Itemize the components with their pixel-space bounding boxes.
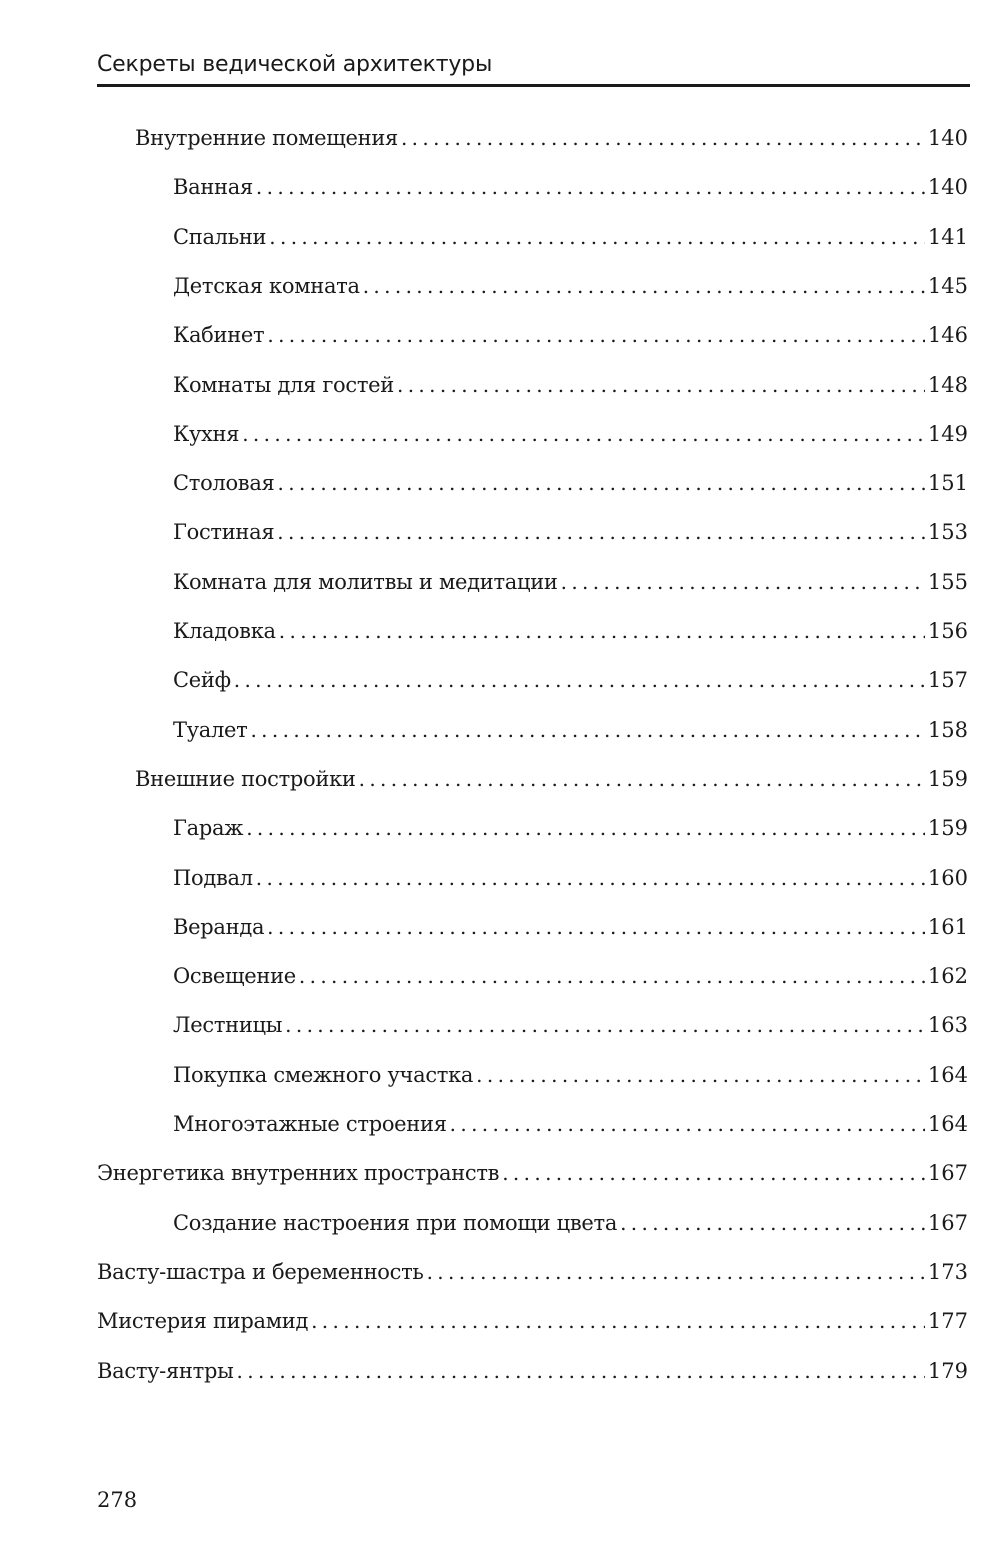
toc-entry [173,907,968,947]
toc-entry-page: 146 [927,323,968,348]
toc-entry-page: 158 [927,717,968,742]
toc-entry [173,365,968,405]
toc-entry [173,562,968,602]
toc-entry-page: 148 [927,372,968,397]
toc-entry-page: 161 [927,914,968,939]
toc-entry-title: Туалет [173,717,248,742]
toc-entry-page: 153 [927,520,968,545]
toc-entry [173,414,968,454]
toc-entry-page: 160 [927,865,968,890]
toc-dot-leader [502,1153,925,1193]
toc-entry-page: 167 [927,1210,968,1235]
page-number: 278 [97,1488,138,1512]
toc-entry-page: 177 [927,1309,968,1334]
toc-dot-leader [277,512,925,552]
toc-entry [97,1153,968,1193]
toc-dot-leader [267,315,925,355]
toc-dot-leader [450,1104,925,1144]
toc-dot-leader [269,217,925,257]
toc-entry [135,118,968,158]
toc-entry [173,858,968,898]
toc-entry-title: Создание настроения при помощи цвета [173,1210,618,1235]
toc-entry [173,463,968,503]
toc-entry [173,512,968,552]
toc-entry-title: Кухня [173,421,240,446]
toc-entry-title: Комната для молитвы и медитации [173,569,558,594]
toc-entry-page: 151 [927,471,968,496]
toc-dot-leader [285,1005,925,1045]
toc-dot-leader [397,365,925,405]
toc-entry-title: Сейф [173,668,231,693]
toc-entry-title: Спальни [173,224,267,249]
toc-dot-leader [256,858,925,898]
toc-entry-title: Подвал [173,865,253,890]
toc-dot-leader [267,907,925,947]
toc-entry [173,315,968,355]
toc-entry [97,1301,968,1341]
toc-entry-page: 163 [927,1013,968,1038]
toc-entry-page: 140 [927,126,968,150]
toc-entry-page: 157 [927,668,968,693]
toc-entry-title: Детская комната [173,273,360,298]
toc-entry [97,1252,968,1292]
toc-entry-page: 167 [927,1161,968,1186]
toc-entry-title: Энергетика внутренних пространств [97,1161,500,1186]
toc-entry-title: Лестницы [173,1013,283,1038]
toc-entry-page: 149 [927,421,968,446]
toc-entry-page: 156 [927,619,968,643]
toc-dot-leader [234,660,925,700]
toc-entry-title: Комнаты для гостей [173,372,394,397]
toc-entry-title: Веранда [173,914,265,939]
running-head [97,46,970,87]
running-title: Секреты ведической архитектуры [97,52,493,77]
toc-dot-leader [278,463,925,503]
toc-entry-title: Ванная [173,175,253,200]
toc-entry-title: Гостиная [173,520,275,545]
toc-entry-title: Кабинет [173,323,265,348]
toc-dot-leader [401,118,925,158]
toc-dot-leader [359,759,925,799]
toc-entry-page: 145 [927,273,968,298]
toc-entry-page: 173 [927,1259,968,1284]
toc-entry [173,266,968,306]
toc-entry-title: Васту-янтры [97,1358,234,1383]
toc-entry [173,1005,968,1045]
toc-entry-title: Многоэтажные строения [173,1112,447,1136]
toc-dot-leader [561,562,925,602]
toc-entry [135,759,968,799]
toc-dot-leader [363,266,925,306]
toc-entry [173,167,968,207]
toc-entry [173,1203,968,1243]
toc-dot-leader [250,710,924,750]
toc-entry-title: Васту-шастра и беременность [97,1259,424,1284]
toc-entry-page: 164 [927,1112,968,1136]
toc-entry-page: 159 [927,816,968,841]
toc-dot-leader [256,167,925,207]
toc-entry-page: 159 [927,766,968,791]
toc-entry-page: 141 [927,224,968,249]
toc-entry-title: Освещение [173,964,296,989]
toc-entry-page: 164 [927,1062,968,1087]
toc-entry-page: 179 [927,1358,968,1383]
toc-entry-title: Кладовка [173,619,276,643]
toc-entry [173,611,968,651]
toc-dot-leader [246,808,925,848]
toc-entry-title: Внешние постройки [135,766,356,791]
toc-dot-leader [311,1301,925,1341]
toc-entry-page: 140 [927,175,968,200]
toc-dot-leader [476,1055,925,1095]
toc-dot-leader [299,956,925,996]
toc-entry-page: 155 [927,569,968,594]
toc-entry-page: 162 [927,964,968,989]
toc-entry [173,808,968,848]
toc-dot-leader [242,414,925,454]
toc-dot-leader [279,611,925,651]
toc-entry [173,217,968,257]
toc-entry [173,660,968,700]
toc-dot-leader [427,1252,925,1292]
toc-entry [173,1055,968,1095]
toc-dot-leader [620,1203,925,1243]
toc-entry-title: Внутренние помещения [135,126,398,150]
toc-entry [173,956,968,996]
toc-entry-title: Столовая [173,471,275,496]
toc-entry [173,710,968,750]
toc-dot-leader [237,1351,925,1391]
toc-entry-title: Гараж [173,816,244,841]
toc-entry [173,1104,968,1144]
toc-entry-title: Мистерия пирамид [97,1309,309,1334]
toc-entry-title: Покупка смежного участка [173,1062,474,1087]
toc-entry [97,1351,968,1391]
